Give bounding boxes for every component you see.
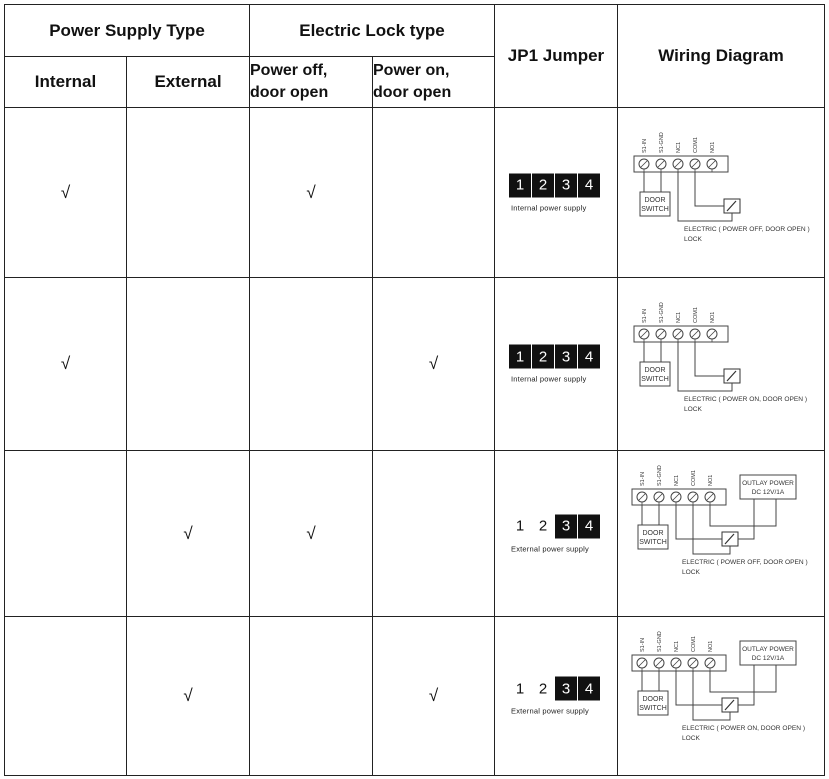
terminal-label: NO1 bbox=[708, 640, 714, 652]
outlay-power-label: DC 12V/1A bbox=[751, 489, 785, 496]
check-power-off bbox=[250, 278, 373, 451]
door-switch-label: DOOR bbox=[644, 197, 666, 204]
jumper-caption: External power supply bbox=[511, 706, 589, 716]
table-row bbox=[5, 617, 825, 776]
jp1-jumper-cell bbox=[495, 278, 618, 451]
header-external: External bbox=[127, 57, 250, 108]
jumper-pin: 4 bbox=[578, 514, 600, 538]
check-power-on bbox=[373, 451, 495, 617]
table-row bbox=[5, 278, 825, 451]
terminal-label: S1-GND bbox=[657, 631, 663, 652]
terminal-label: S1-IN bbox=[640, 471, 646, 486]
terminal-label: NO1 bbox=[710, 141, 716, 153]
terminal-label: COM1 bbox=[693, 137, 699, 153]
wiring-diagram-cell bbox=[618, 278, 825, 451]
jumper-pin: 1 bbox=[509, 173, 531, 197]
wiring-diagram-cell bbox=[618, 617, 825, 776]
check-internal bbox=[5, 617, 127, 776]
terminal-label: COM1 bbox=[691, 470, 697, 486]
jumper-pin: 4 bbox=[578, 173, 600, 197]
check-external bbox=[127, 278, 250, 451]
lock-label: LOCK bbox=[682, 569, 700, 576]
terminal-label: COM1 bbox=[693, 307, 699, 323]
terminal-block bbox=[634, 156, 728, 172]
check-power-off: √ bbox=[250, 451, 373, 617]
check-external bbox=[127, 108, 250, 278]
check-internal bbox=[5, 451, 127, 617]
jp1-jumper-cell bbox=[495, 617, 618, 776]
jumper-block bbox=[509, 514, 609, 553]
check-external: √ bbox=[127, 451, 250, 617]
check-internal: √ bbox=[5, 108, 127, 278]
header-internal: Internal bbox=[5, 57, 127, 108]
terminal-block bbox=[634, 326, 728, 342]
terminal-label: NC1 bbox=[676, 141, 682, 153]
header-jp1-jumper: JP1 Jumper bbox=[495, 5, 618, 108]
outlay-power-label: OUTLAY POWER bbox=[742, 646, 794, 653]
jumper-pin: 3 bbox=[555, 173, 577, 197]
jp1-jumper-cell bbox=[495, 108, 618, 278]
door-switch-label: SWITCH bbox=[641, 376, 669, 383]
jumper-caption: External power supply bbox=[511, 544, 589, 553]
door-switch-label: SWITCH bbox=[641, 206, 669, 213]
check-power-on: √ bbox=[373, 617, 495, 776]
wiring-diagram bbox=[618, 108, 825, 278]
terminal-label: NO1 bbox=[708, 474, 714, 486]
terminal-label: NC1 bbox=[674, 474, 680, 486]
jumper-pin: 2 bbox=[532, 677, 554, 701]
terminal-label: S1-GND bbox=[659, 132, 665, 153]
terminal-label: S1-GND bbox=[657, 465, 663, 486]
jumper-pin: 1 bbox=[509, 677, 531, 701]
jumper-pin: 2 bbox=[532, 514, 554, 538]
door-switch-label: DOOR bbox=[642, 530, 664, 537]
check-power-on bbox=[373, 108, 495, 278]
wiring-diagram-cell bbox=[618, 108, 825, 278]
table-row bbox=[5, 451, 825, 617]
terminal-label: S1-IN bbox=[640, 637, 646, 652]
wiring-diagram bbox=[618, 278, 825, 451]
terminal-label: COM1 bbox=[691, 636, 697, 652]
electric-lock-label: ELECTRIC ( POWER OFF, DOOR OPEN ) bbox=[684, 226, 810, 233]
jumper-pin: 3 bbox=[555, 677, 577, 701]
jumper-block bbox=[509, 173, 609, 212]
check-power-off bbox=[250, 617, 373, 776]
door-switch-label: SWITCH bbox=[639, 705, 667, 712]
terminal-label: S1-GND bbox=[659, 302, 665, 323]
jumper-pin: 4 bbox=[578, 677, 600, 701]
electric-lock-label: ELECTRIC ( POWER OFF, DOOR OPEN ) bbox=[682, 559, 808, 566]
header-electric-lock-type: Electric Lock type bbox=[250, 5, 495, 57]
jumper-caption: Internal power supply bbox=[511, 374, 587, 384]
jumper-pin: 2 bbox=[532, 345, 554, 369]
terminal-block bbox=[632, 655, 726, 671]
lock-label: LOCK bbox=[684, 406, 702, 413]
check-power-off: √ bbox=[250, 108, 373, 278]
jumper-pin: 1 bbox=[509, 345, 531, 369]
jumper-pin: 1 bbox=[509, 514, 531, 538]
lock-label: LOCK bbox=[682, 735, 700, 742]
terminal-label: NO1 bbox=[710, 311, 716, 323]
wiring-diagram-cell bbox=[618, 451, 825, 617]
check-power-on: √ bbox=[373, 278, 495, 451]
door-switch-label: DOOR bbox=[642, 696, 664, 703]
jumper-pin: 3 bbox=[555, 514, 577, 538]
electric-lock-label: ELECTRIC ( POWER ON, DOOR OPEN ) bbox=[684, 396, 808, 403]
terminal-block bbox=[632, 489, 726, 505]
door-switch-label: DOOR bbox=[644, 367, 666, 374]
table-row bbox=[5, 108, 825, 278]
header-power-supply-type: Power Supply Type bbox=[5, 5, 250, 57]
header-power-on-door-open: Power on, door open bbox=[373, 57, 495, 108]
check-external: √ bbox=[127, 617, 250, 776]
terminal-label: NC1 bbox=[674, 640, 680, 652]
door-switch-label: SWITCH bbox=[639, 539, 667, 546]
jumper-pin: 3 bbox=[555, 345, 577, 369]
jumper-pin: 2 bbox=[532, 173, 554, 197]
header-power-off-door-open: Power off, door open bbox=[250, 57, 373, 108]
jumper-caption: Internal power supply bbox=[511, 203, 587, 212]
lock-label: LOCK bbox=[684, 236, 702, 243]
jumper-block bbox=[509, 345, 609, 384]
terminal-label: S1-IN bbox=[642, 308, 648, 323]
electric-lock-label: ELECTRIC ( POWER ON, DOOR OPEN ) bbox=[682, 725, 806, 732]
wiring-diagram bbox=[618, 617, 825, 776]
jumper-pin: 4 bbox=[578, 345, 600, 369]
jp1-jumper-cell bbox=[495, 451, 618, 617]
terminal-label: S1-IN bbox=[642, 138, 648, 153]
check-internal: √ bbox=[5, 278, 127, 451]
outlay-power-label: DC 12V/1A bbox=[751, 655, 785, 662]
wiring-config-table bbox=[4, 4, 825, 776]
wiring-diagram bbox=[618, 451, 825, 617]
outlay-power-label: OUTLAY POWER bbox=[742, 480, 794, 487]
jumper-block bbox=[509, 677, 609, 716]
header-wiring-diagram: Wiring Diagram bbox=[618, 5, 825, 108]
terminal-label: NC1 bbox=[676, 311, 682, 323]
